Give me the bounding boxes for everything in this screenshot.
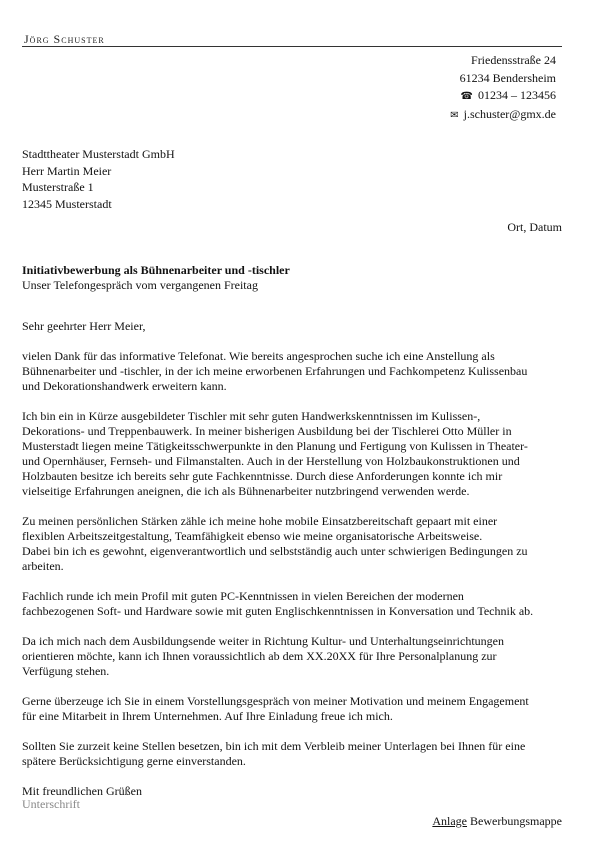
paragraph-line: Dekorations- und Treppenbauwerk. In meiner bisherigen Ausbildung bei der Tischlerei Otto Müller in xyxy=(22,424,512,438)
paragraph-line: orientieren möchte, kann ich Ihnen voraussichtlich ab dem XX.20XX für Ihre Personalplanung zur xyxy=(22,649,497,663)
paragraph-line: vielseitige Erfahrungen aneignen, die ich als Bühnenarbeiter nutzbringend verwenden werde. xyxy=(22,484,470,498)
paragraph-line: für eine Mitarbeit in Ihrem Unternehmen. Auf Ihre Einladung freue ich mich. xyxy=(22,709,393,723)
paragraph-line: Holzbauten besitze ich bereits sehr gute Fachkenntnisse. Durch diese Anforderungen konnte ich mir xyxy=(22,469,503,483)
paragraph-line: Musterstadt liegen meine Tätigkeitsschwerpunkte in den Planung und Fertigung von Kulissen in Theater- xyxy=(22,439,528,453)
letter-body xyxy=(22,319,567,814)
place-date: Ort, Datum xyxy=(507,220,562,234)
paragraph-line: und Opernhäuser, Fernseh- und Filmanstalten. Auch in der Herstellung von Holzbaukonstruktionen und xyxy=(22,454,520,468)
closing: Mit freundlichen Grüßen xyxy=(22,784,142,798)
signature-placeholder: Unterschrift xyxy=(22,797,80,811)
recipient-city: 12345 Musterstadt xyxy=(22,196,112,211)
subject-block xyxy=(22,263,290,293)
paragraph-line: Fachlich runde ich mein Profil mit guten PC-Kenntnissen in vielen Bereichen der modernen xyxy=(22,589,464,603)
paragraph-line: Sollten Sie zurzeit keine Stellen besetzen, bin ich mit dem Verbleib meiner Unterlagen bei Ihnen für eine xyxy=(22,739,526,753)
subject-reference: Unser Telefongespräch vom vergangenen Freitag xyxy=(22,278,258,292)
header-name: Jörg Schuster xyxy=(24,32,105,46)
body-paragraph xyxy=(22,634,567,679)
enclosure-text: Bewerbungsmappe xyxy=(470,814,562,828)
sender-email: j.schuster@gmx.de xyxy=(463,106,556,121)
body-paragraph xyxy=(22,589,567,619)
recipient-street: Musterstraße 1 xyxy=(22,180,94,194)
paragraph-line: Dabei bin ich es gewohnt, eigenverantwortlich und selbstständig auch unter schwierigen Bedingungen zu xyxy=(22,544,528,558)
sender-address xyxy=(450,52,556,124)
subject-line: Initiativbewerbung als Bühnenarbeiter und -tischler xyxy=(22,263,290,277)
sender-street: Friedensstraße 24 xyxy=(471,53,556,67)
paragraph-line: fachbezogenen Soft- und Hardware sowie mit guten Englischkenntnissen in Konversation und Technik ab. xyxy=(22,604,534,618)
body-paragraph xyxy=(22,409,567,499)
sender-city: 61234 Bendersheim xyxy=(459,70,556,85)
body-paragraph xyxy=(22,349,567,394)
paragraph-line: arbeiten. xyxy=(22,559,64,573)
body-paragraphs xyxy=(22,349,567,769)
paragraph-line: und Dekorationshandwerk erweitern kann. xyxy=(22,379,227,393)
enclosure xyxy=(432,814,562,829)
paragraph-line: flexiblen Arbeitszeitgestaltung, Teamfähigkeit ebenso wie meine organisatorische Arbeitsweise. xyxy=(22,529,483,543)
sender-phone-line xyxy=(450,87,556,106)
enclosure-label: Anlage xyxy=(432,814,468,828)
phone-icon: ☎ xyxy=(460,91,473,102)
salutation: Sehr geehrter Herr Meier, xyxy=(22,319,146,333)
body-paragraph xyxy=(22,514,567,574)
paragraph-line: Bühnenarbeiter und -tischler, in der ich meine erworbenen Erfahrungen und Fachkompetenz Kulissenbau xyxy=(22,364,528,378)
header-rule xyxy=(22,46,562,47)
sender-phone: 01234 – 123456 xyxy=(478,88,556,102)
recipient-person: Herr Martin Meier xyxy=(22,163,112,178)
paragraph-line: Zu meinen persönlichen Stärken zähle ich meine hohe mobile Einsatzbereitschaft gepaart mit einer xyxy=(22,514,498,528)
paragraph-line: Ich bin ein in Kürze ausgebildeter Tischler mit sehr guten Handwerkskenntnissen im Kulissen-, xyxy=(22,409,481,423)
paragraph-line: Gerne überzeuge ich Sie in einem Vorstellungsgespräch von meiner Motivation und meinem Engagement xyxy=(22,694,529,708)
paragraph-line: Verfügung stehen. xyxy=(22,664,110,678)
envelope-icon: ✉ xyxy=(450,109,459,121)
body-paragraph xyxy=(22,694,567,724)
recipient-company: Stadttheater Musterstadt GmbH xyxy=(22,147,175,161)
recipient-address xyxy=(22,146,175,212)
paragraph-line: spätere Berücksichtigung gerne einverstanden. xyxy=(22,754,246,768)
body-paragraph xyxy=(22,739,567,769)
paragraph-line: Da ich mich nach dem Ausbildungsende weiter in Richtung Kultur- und Unterhaltungseinrichtungen xyxy=(22,634,504,648)
paragraph-line: vielen Dank für das informative Telefonat. Wie bereits angesprochen suche ich eine Anstellung als xyxy=(22,349,495,363)
sender-email-line xyxy=(450,106,556,125)
